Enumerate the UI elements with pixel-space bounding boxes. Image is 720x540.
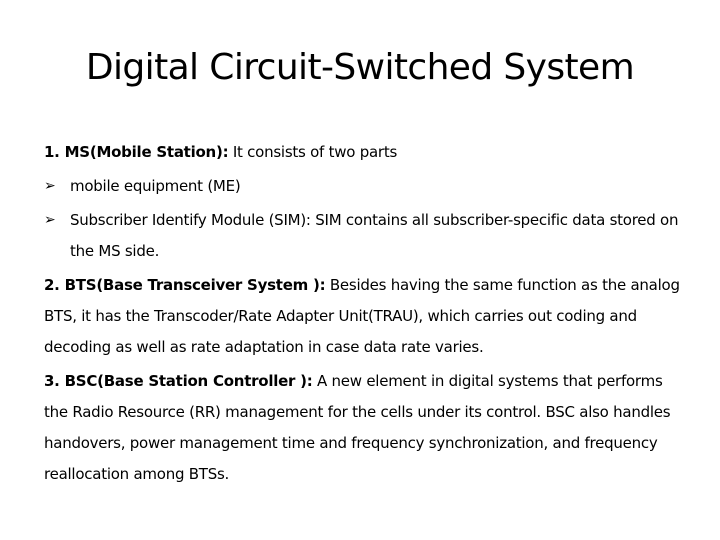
bullet-item-sim (44, 205, 684, 267)
bsc-label: 3. BSC(Base Station Controller ): (44, 372, 313, 390)
bsc-text: A new element in digital systems that performs the Radio Resource (RR) management for the cells under its control. BSC also handles handovers, power management time and frequency synchronization, and frequency reallocation among BTSs. (44, 372, 671, 483)
ms-text: It consists of two parts (228, 143, 398, 161)
bullet-text: Subscriber Identify Module (SIM): SIM contains all subscriber-specific data stored on the MS side. (70, 211, 679, 260)
arrow-bullet-icon: ➢ (44, 212, 56, 228)
bts-paragraph (44, 270, 684, 363)
bsc-paragraph (44, 366, 684, 490)
ms-paragraph (44, 137, 684, 168)
ms-label: 1. MS(Mobile Station): (44, 143, 229, 161)
slide-body (44, 137, 684, 490)
bts-text: Besides having the same function as the analog BTS, it has the Transcoder/Rate Adapter Unit(TRAU), which carries out coding and decoding as well as rate adaptation in case data rate varies. (44, 276, 680, 356)
bts-label: 2. BTS(Base Transceiver System ): (44, 276, 326, 294)
arrow-bullet-icon: ➢ (44, 178, 56, 194)
slide-title: Digital Circuit-Switched System (85, 47, 635, 88)
bullet-item-me (44, 171, 684, 202)
bullet-text: mobile equipment (ME) (70, 177, 241, 195)
